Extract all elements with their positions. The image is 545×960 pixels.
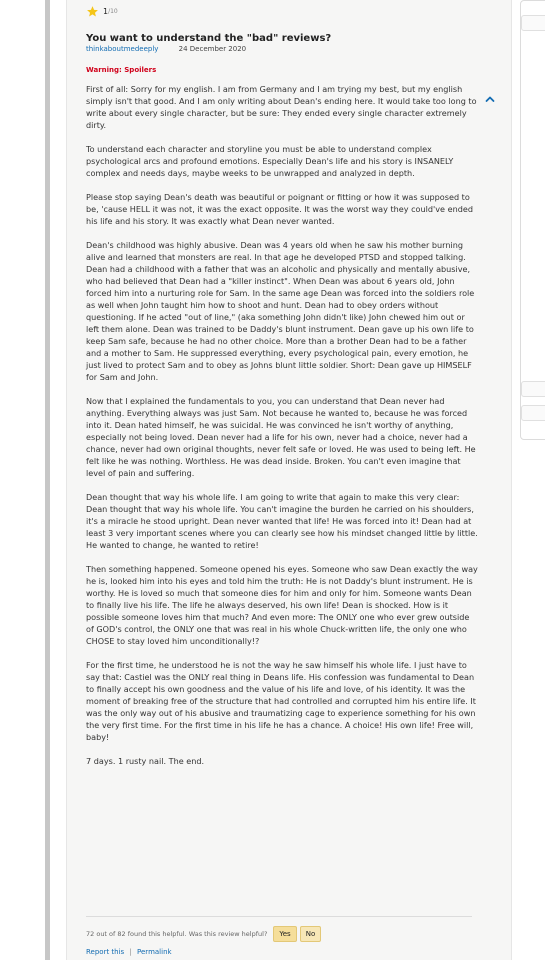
star-icon [86,5,99,18]
review-paragraph: To understand each character and storyline you must be able to understand complex psychological arcs and profound emotions. Especially Dean's life and his story is INSANELY complex and needs days, maybe weeks to be unwrapped and analyzed in depth. [86,144,454,178]
left-rail [45,0,50,960]
review-author-link[interactable]: thinkaboutmedeeply [86,45,159,53]
review-body [86,83,478,779]
review-paragraph: Now that I explained the fundamentals to you, you can understand that Dean never had anything. Everything always was just Sam. Not because he wanted to, because he was forced into it. Dean hated himself, he was suicidal. He was convinced he isn't worthy of anything, especially not being loved. Dean never had a life for his own, never had a choice, never had a chance, never had own original thoughts, never felt safe or loved. He was used to being left. He felt like he was nothing. Worthless. He was dead inside. Broken. You can't even imagine that level of pain and suffering. [86,396,476,478]
link-separator: | [129,948,132,956]
vote-no-button[interactable]: No [300,926,322,942]
helpful-bar [86,926,321,942]
review-paragraph: For the first time, he understood he is not the way he saw himself his whole life. I just have to say that: Castiel was the ONLY real thing in Deans life. His confession was fundamental to Dean to finally accept his own goodness and the value of his life and love, of his identity. It was the moment of breaking free of the structure that had controlled and corrupted him his entire life. It was the only way out of his abusive and traumatizing cage to experience something for his own the very first time. For the first time in his life he has a chance. A choice! His own life! Free will, baby! [86,660,476,742]
rating-score: 1 [103,7,109,16]
review-links [86,948,172,956]
review-title: You want to understand the "bad" reviews? [86,33,332,44]
side-card [521,381,545,397]
chevron-up-icon[interactable] [484,93,496,105]
review-paragraph: 7 days. 1 rusty nail. The end. [86,756,205,766]
review-meta [86,45,246,53]
review-paragraph: Please stop saying Dean's death was beautiful or poignant or fitting or how it was supposed to be, 'cause HELL it was not, it was the exact opposite. It was the worst way they could've ended his life and his story. It was exactly what Dean never wanted. [86,192,473,226]
review-paragraph: Dean thought that way his whole life. I am going to write that again to make this very clear: Dean thought that way his whole life. You can't imagine the burden he carried on his shoulders, it's a miracle he stood upright. Dean never wanted that life! He was forced into it! Dean had at least 3 very important scenes where you can clearly see how his mindset changed little by little. He wanted to change, he wanted to retire! [86,492,478,550]
spoiler-warning: Warning: Spoilers [86,66,157,74]
review-paragraph: Dean's childhood was highly abusive. Dean was 4 years old when he saw his mother burning alive and learned that monsters are real. In that age he developed PTSD and stopped talking. Dean had a childhood with a father that was an alcoholic and physically and mentally abusive, who had believed that Dean had a "killer instinct". When Dean was about 6 years old, John forced him into a nurturing role for Sam. In the same age Dean was forced into the soldiers role as well when John taught him how to shoot and hunt. Dean had to obey orders without questioning. If he acted "out of line," (aka something John didn't like) John chewed him out or left them alone. Dean was trained to be Daddy's blunt instrument. Dean gave up his own life to keep Sam safe, because he had no other choice. More than a brother Dean had to be a father and a mother to Sam. He suppressed everything, every psychological pain, every emotion, he just lived to protect Sam and to obey as Johns blunt little soldier. Short: Dean gave up HIMSELF for Sam and John. [86,240,475,382]
review-paragraph: Then something happened. Someone opened his eyes. Someone who saw Dean exactly the way he is, looked him into his eyes and told him the truth: He is not Daddy's blunt instrument. He is worthy. He is loved so much that someone dies for him and only for him. Someone wants Dean to finally live his life. The life he always deserved, his own life! Dean is shocked. How is it possible someone loves him that much? And even more: The ONLY one who ever grew outside of GOD's control, the ONLY one that was real in his whole Chuck-written life, the only one who CHOSE to stay loved him unconditionally!? [86,564,478,646]
review-paragraph: First of all: Sorry for my english. I am from Germany and I am trying my best, but my english simply isn't that good. And I am only writing about Dean's ending here. It would take too long to write about every single character, but be sure: They ended every single character extremely dirty. [86,84,477,130]
report-link[interactable]: Report this [86,948,125,956]
helpful-count: 72 out of 82 found this helpful. Was this review helpful? [86,930,268,938]
review-rating [86,5,118,18]
vote-yes-button[interactable]: Yes [273,926,296,942]
side-panel [520,0,545,440]
rating-scale: /10 [108,8,118,15]
permalink-link[interactable]: Permalink [137,948,172,956]
side-card [521,405,545,421]
divider [86,916,472,917]
review-date: 24 December 2020 [178,45,247,53]
side-card [521,15,545,31]
